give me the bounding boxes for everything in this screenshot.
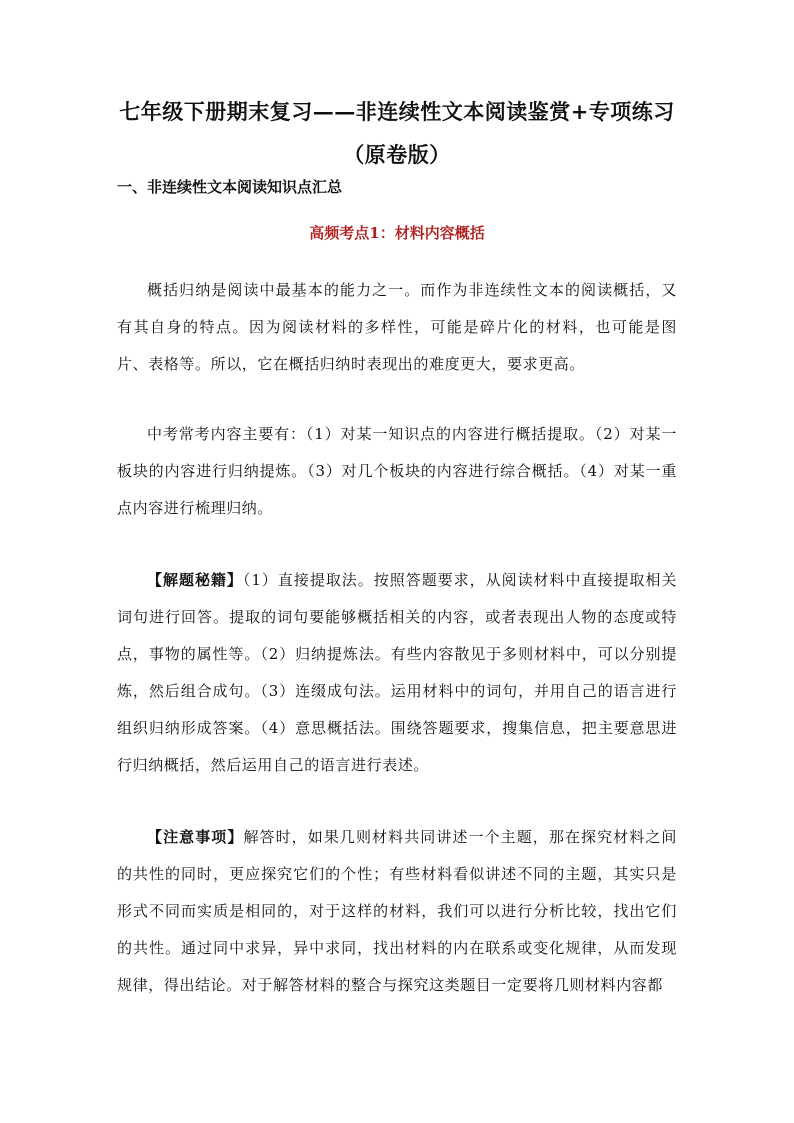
document-title: 七年级下册期末复习——非连续性文本阅读鉴赏+专项练习 [119,99,675,124]
solving-tips-text: （1）直接提取法。按照答题要求，从阅读材料中直接提取相关词句进行回答。提取的词句要能够概括相关的内容，或者表现出人物的态度或特点，事物的属性等。（2）归纳提炼法。有些内容散见于多则材料中，可以分别提炼，然后组合成句。（3）连缀成句法。运用材料中的词句，并用自己的语言进行组织归纳形成答案。（4）意思概括法。围绕答题要求，搜集信息，把主要意思进行归纳概括，然后运用自己的语言进行表述。 [117,571,677,774]
paragraph-summary-ability: 概括归纳是阅读中最基本的能力之一。而作为非连续性文本的阅读概括，又有其自身的特点。因为阅读材料的多样性，可能是碎片化的材料，也可能是图片、表格等。所以，它在概括归纳时表现出的难度更大，要求更高。 [117,281,677,373]
solving-tips-label: 【解题秘籍】 [147,571,243,589]
document-subtitle: （原卷版） [343,142,451,167]
paragraph-exam-content: 中考常考内容主要有：（1）对某一知识点的内容进行概括提取。（2）对某一板块的内容进行归纳提炼。（3）对几个板块的内容进行综合概括。（4）对某一重点内容进行梳理归纳。 [117,425,677,517]
paragraph-solving-tips [117,562,677,784]
kaodian-heading: 高频考点1：材料内容概括 [309,224,485,242]
notes-text: 解答时，如果几则材料共同讲述一个主题，那在探究材料之间的共性的同时，更应探究它们的个性；有些材料看似讲述不同的主题，其实只是形式不同而实质是相同的，对于这样的材料，我们可以进行分析比较，找出它们的共性。通过同中求异，异中求同，找出材料的内在联系或变化规律，从而发现规律，得出结论。对于解答材料的整合与探究这类题目一定要将几则材料内容都 [117,828,677,994]
section-heading: 一、非连续性文本阅读知识点汇总 [117,178,343,196]
notes-label: 【注意事项】 [147,828,244,846]
paragraph-notes [117,819,677,1004]
